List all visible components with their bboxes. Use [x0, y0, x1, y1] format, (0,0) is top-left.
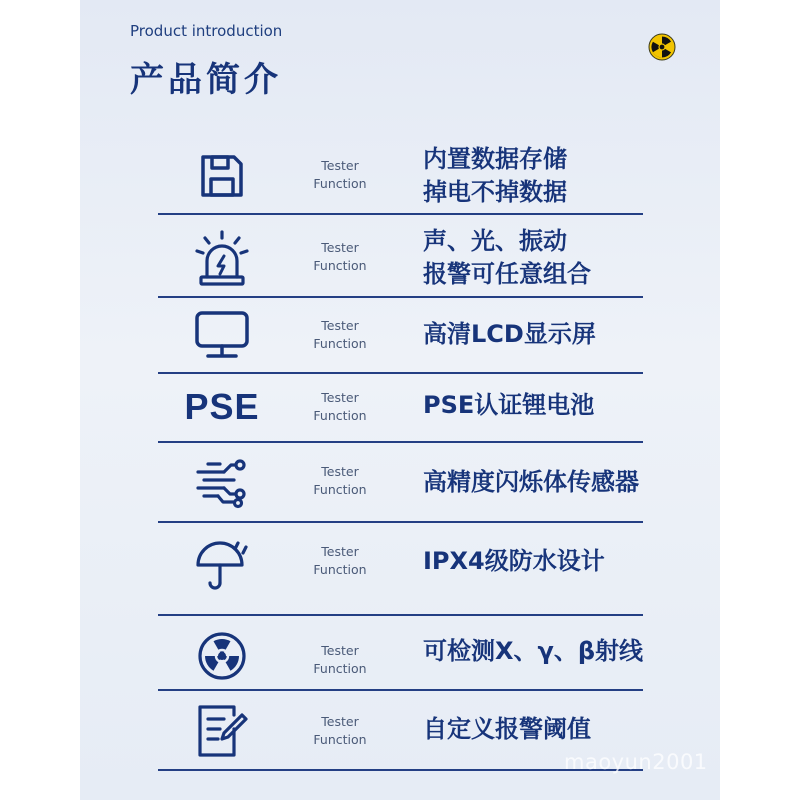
product-intro-panel: [80, 0, 720, 800]
alarm-light-icon: [180, 228, 264, 288]
feature-description: 内置数据存储 掉电不掉数据: [423, 145, 567, 206]
monitor-icon: [180, 309, 264, 361]
row-divider: [158, 614, 643, 616]
floppy-disk-icon: [180, 150, 264, 202]
feature-tag: Tester Function: [313, 643, 367, 676]
feature-row: [80, 372, 720, 442]
feature-description: 声、光、振动 报警可任意组合: [423, 227, 591, 288]
feature-tag: Tester Function: [313, 544, 367, 577]
row-divider: [158, 521, 643, 523]
feature-description: 可检测X、γ、β射线: [423, 637, 644, 665]
radiation-badge-icon: [648, 33, 676, 61]
row-divider: [158, 296, 643, 298]
feature-row: [80, 140, 720, 212]
feature-row: [80, 446, 720, 520]
umbrella-rain-icon: [180, 535, 264, 597]
feature-row: [80, 525, 720, 611]
feature-description: 高清LCD显示屏: [423, 320, 596, 348]
row-divider: [158, 213, 643, 215]
feature-description: IPX4级防水设计: [423, 547, 605, 575]
section-title: 产品简介: [130, 60, 282, 100]
row-divider: [158, 689, 643, 691]
feature-tag: Tester Function: [313, 240, 367, 273]
edit-document-icon: [180, 701, 264, 761]
radiation-icon: [180, 625, 264, 687]
feature-tag: Tester Function: [313, 464, 367, 497]
feature-description: PSE认证锂电池: [423, 391, 595, 419]
watermark: maoyun2001: [564, 750, 708, 774]
section-subtitle: Product introduction: [130, 22, 283, 40]
pse-mark: PSE: [184, 386, 260, 427]
feature-description: 自定义报警阈值: [423, 715, 591, 743]
feature-tag: Tester Function: [313, 158, 367, 191]
feature-tag: Tester Function: [313, 390, 367, 423]
feature-tag: Tester Function: [313, 318, 367, 351]
feature-row: [80, 617, 720, 697]
row-divider: [158, 441, 643, 443]
sensor-circuit-icon: [180, 454, 264, 512]
feature-row: [80, 222, 720, 294]
feature-tag: Tester Function: [313, 714, 367, 747]
feature-row: [80, 300, 720, 370]
feature-description: 高精度闪烁体传感器: [423, 468, 639, 496]
